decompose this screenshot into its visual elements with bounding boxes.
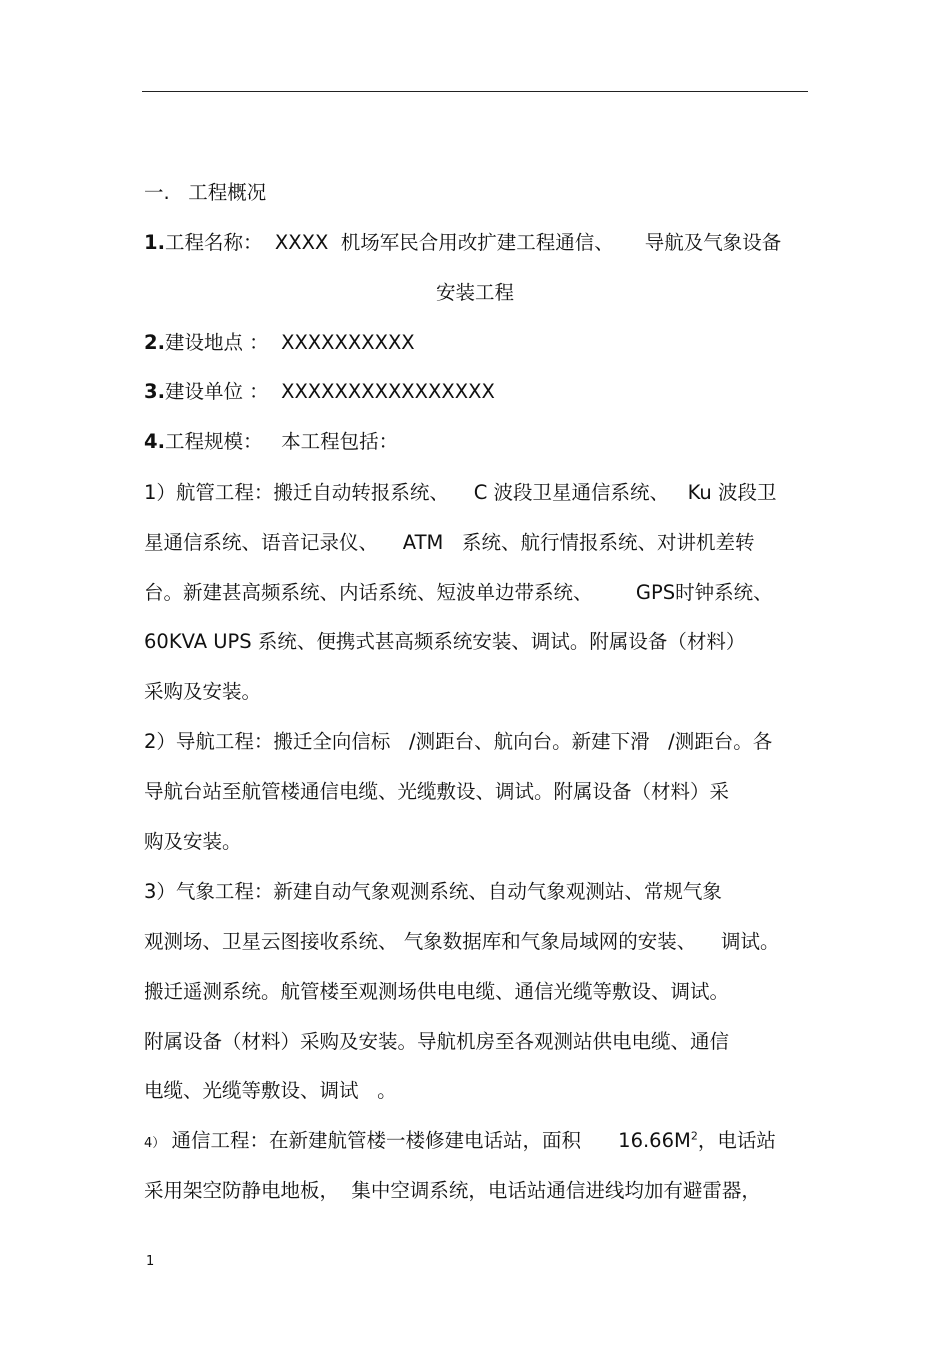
para-meteorology-line: 电缆、光缆等敷设、调试 。 — [144, 1079, 397, 1102]
para-atc-line: 星通信系统、语音记录仪、 ATM 系统、航行情报系统、对讲机差转 — [144, 531, 755, 554]
superscript: 2 — [690, 1129, 698, 1143]
para-meteorology-line: 搬迁遥测系统。航管楼至观测场供电电缆、通信光缆等敷设、调试。 — [144, 980, 730, 1003]
para-marker: 4） — [144, 1136, 166, 1151]
para-meteorology-line: 附属设备（材料）采购及安装。导航机房至各观测站供电电缆、通信 — [144, 1030, 730, 1053]
item-number: 1. — [144, 231, 165, 254]
section-heading: 一. 工程概况 — [144, 181, 267, 204]
para-atc-line: 1）航管工程：搬迁自动转报系统、 C 波段卫星通信系统、 Ku 波段卫 — [144, 481, 777, 504]
para-navigation-line: 导航台站至航管楼通信电缆、光缆敷设、调试。附属设备（材料）采 — [144, 780, 730, 803]
item-text: 工程规模： 本工程包括： — [164, 430, 399, 453]
item-number: 4. — [144, 430, 165, 453]
page-number: 1 — [146, 1254, 155, 1269]
para-atc-line: 60KVA UPS 系统、便携式甚高频系统安装、调试。附属设备（材料） — [144, 630, 746, 653]
para-communication-line: 采用架空防静电地板， 集中空调系统，电话站通信进线均加有避雷器， — [144, 1179, 761, 1202]
para-navigation-line: 2）导航工程：搬迁全向信标 /测距台、航向台。新建下滑 /测距台。各 — [144, 730, 773, 753]
header-rule — [142, 91, 808, 92]
item-number: 2. — [144, 331, 165, 354]
item-project-name — [144, 230, 781, 256]
item-text: 工程名称： XXXX 机场军民合用改扩建工程通信、 导航及气象设备 — [164, 231, 782, 254]
para-communication-line — [144, 1128, 776, 1157]
para-navigation-line: 购及安装。 — [144, 830, 242, 853]
para-atc-line: 台。新建甚高频系统、内话系统、短波单边带系统、 GPS时钟系统、 — [144, 581, 773, 604]
para-text: ，电话站 — [697, 1129, 776, 1152]
para-meteorology-line: 3）气象工程：新建自动气象观测系统、自动气象观测站、常规气象 — [144, 880, 722, 903]
para-atc-line: 采购及安装。 — [144, 680, 262, 703]
item-text: 建设单位 ： XXXXXXXXXXXXXXXX — [164, 380, 495, 403]
item-project-scale — [144, 429, 398, 455]
para-meteorology-line: 观测场、卫星云图接收系统、 气象数据库和气象局域网的安装、 调试。 — [144, 930, 780, 953]
item-construction-site — [144, 330, 415, 356]
para-text: 通信工程：在新建航管楼一楼修建电话站，面积 16.66M — [165, 1129, 691, 1152]
item-number: 3. — [144, 380, 165, 403]
item-project-name-continued: 安装工程 — [435, 281, 514, 304]
item-text: 建设地点 ： XXXXXXXXXX — [164, 331, 415, 354]
item-construction-unit — [144, 379, 495, 405]
